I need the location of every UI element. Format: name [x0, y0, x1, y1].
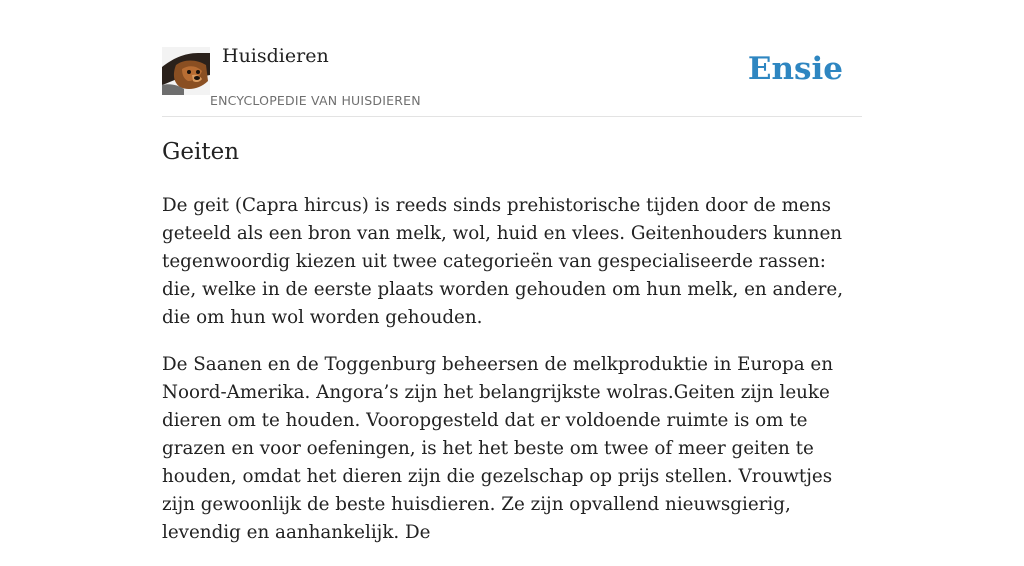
site-header — [162, 44, 862, 117]
site-subtitle: ENCYCLOPEDIE VAN HUISDIEREN — [210, 93, 421, 108]
site-title[interactable]: Huisdieren — [222, 45, 329, 67]
brand-logo[interactable]: Ensie — [747, 51, 843, 87]
article-paragraph: De geit (Capra hircus) is reeds sinds prehistorische tijden door de mens geteeld als een bron van melk, wol, huid en vlees. Geitenhouders kunnen tegenwoordig kiezen uit twee categorieën van gespecialiseerde rassen: die, welke in de eerste plaats worden gehouden om hun melk, en andere, die om hun wol worden gehouden. — [162, 195, 844, 328]
article-paragraph: De Saanen en de Toggenburg beheersen de melkproduktie in Europa en Noord-Amerika. Angora’s zijn het belangrijkste wolras.Geiten zijn leuke dieren om te houden. Vooropgesteld dat er voldoende ruimte is om te grazen en voor oefeningen, is het het beste om twee of meer geiten te houden, omdat het dieren zijn die gezelschap op prijs stellen. Vrouwtjes zijn gewoonlijk de beste huisdieren. Ze zijn opvallend nieuwsgierig, levendig en aanhankelijk. De — [162, 354, 834, 543]
dog-photo-icon — [162, 47, 210, 95]
category-avatar[interactable] — [162, 47, 210, 95]
article-title: Geiten — [162, 139, 240, 165]
article-body — [162, 192, 862, 566]
